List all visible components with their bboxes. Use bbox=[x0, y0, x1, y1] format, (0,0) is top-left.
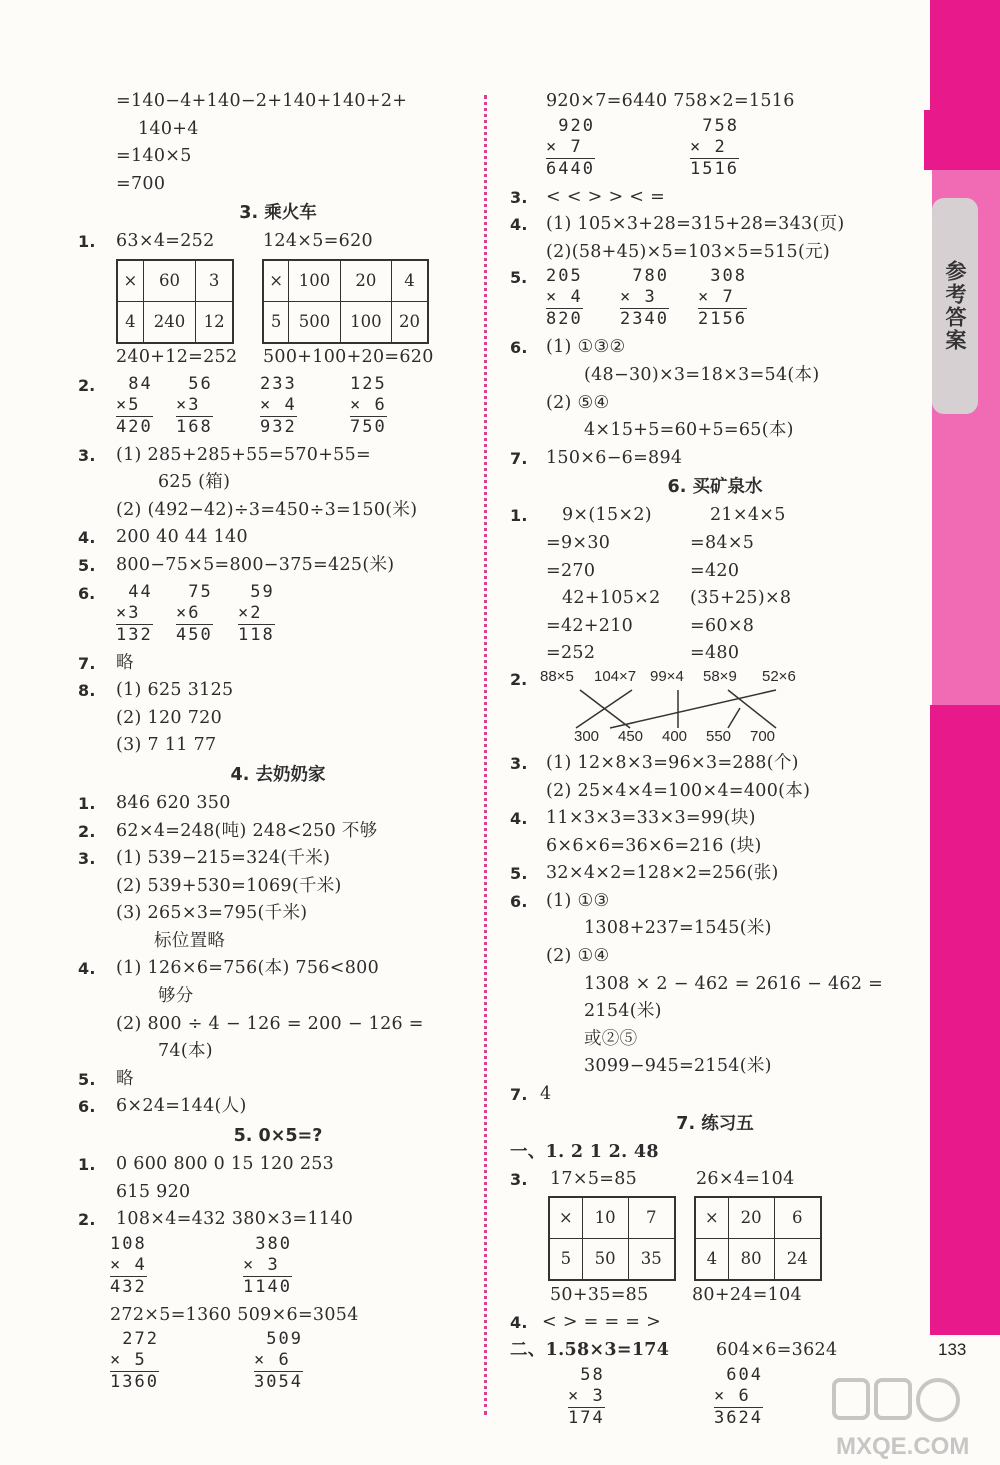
question-number: 1. bbox=[78, 232, 96, 252]
question-number: 2. bbox=[510, 669, 528, 689]
match-top-item: 58×9 bbox=[703, 667, 737, 685]
left-column bbox=[78, 88, 478, 1397]
section-heading: 4. 去奶奶家 bbox=[230, 764, 326, 785]
vertical-multiplication: 604 × 6 3624 bbox=[714, 1364, 763, 1428]
text-line: 240+12=252 bbox=[116, 346, 238, 367]
match-bottom-item: 400 bbox=[662, 727, 688, 745]
text-line: 800−75×5=800−375=425(米) bbox=[116, 554, 395, 575]
question-number: 4. bbox=[78, 528, 96, 548]
text-line: (2) ①④ bbox=[546, 946, 610, 967]
vertical-calcs bbox=[510, 266, 920, 334]
text-line: 或②⑤ bbox=[584, 1028, 638, 1049]
question-number: 4. bbox=[78, 959, 96, 979]
column-divider bbox=[484, 95, 487, 1415]
watermark-logo bbox=[830, 1370, 1000, 1465]
text-line: =42+210 bbox=[546, 615, 634, 636]
grid-tables bbox=[78, 256, 478, 344]
text-line: 2154(米) bbox=[584, 1001, 662, 1022]
vertical-multiplication: 125 × 6 750 bbox=[350, 373, 387, 437]
text-line: =420 bbox=[690, 560, 740, 581]
text-line: =700 bbox=[116, 173, 166, 194]
question-number: 1. bbox=[510, 506, 528, 526]
vertical-multiplication: 272 × 5 1360 bbox=[110, 1329, 159, 1393]
text-line: 272×5=1360 509×6=3054 bbox=[110, 1304, 359, 1325]
vertical-calcs bbox=[510, 116, 920, 184]
text-line: =60×8 bbox=[690, 615, 755, 636]
text-line: 50+35=85 bbox=[550, 1284, 649, 1305]
text-line: (48−30)×3=18×3=54(本) bbox=[584, 364, 820, 385]
text-line: 4×15+5=60+5=65(本) bbox=[584, 420, 794, 441]
text-line: =252 bbox=[546, 643, 596, 664]
text-line: 11×3×3=33×3=99(块) bbox=[546, 808, 756, 829]
match-bottom-item: 300 bbox=[574, 727, 600, 745]
text-line: 3099−945=2154(米) bbox=[584, 1056, 772, 1077]
sidebar-tab-label: 参考答案 bbox=[943, 260, 967, 352]
text-line: =9×30 bbox=[546, 532, 611, 553]
vertical-multiplication: 56 ×3 168 bbox=[176, 373, 213, 437]
text-line: =84×5 bbox=[690, 532, 755, 553]
text-line: 108×4=432 380×3=1140 bbox=[116, 1209, 354, 1230]
vertical-multiplication: 380 × 3 1140 bbox=[243, 1233, 292, 1297]
grid-table: × 60 3 4 240 12 bbox=[116, 259, 234, 344]
text-line: 920×7=6440 758×2=1516 bbox=[546, 91, 795, 111]
text-line: =140−4+140−2+140+140+2+ bbox=[116, 91, 408, 111]
question-number: 7. bbox=[510, 1085, 528, 1105]
text-line: 150×6−6=894 bbox=[546, 447, 683, 468]
vertical-multiplication: 59 ×2 118 bbox=[238, 581, 275, 645]
text-line: (35+25)×8 bbox=[690, 588, 792, 609]
text-line: (1) ①③ bbox=[546, 890, 610, 911]
text-line: 32×4×2=128×2=256(张) bbox=[546, 863, 779, 884]
text-line: (1) 12×8×3=96×3=288(个) bbox=[546, 752, 799, 773]
text-line: (1) 625 3125 bbox=[116, 680, 234, 701]
text-line: 62×4=248(吨) 248<250 不够 bbox=[116, 820, 378, 841]
text-line: < > = = = > bbox=[542, 1312, 662, 1333]
question-number: 2. bbox=[78, 375, 96, 395]
question-number: 2. bbox=[78, 821, 96, 841]
question-number: 4. bbox=[510, 215, 528, 235]
text-line: 74(本) bbox=[158, 1041, 213, 1062]
vertical-multiplication: 84 ×5 420 bbox=[116, 373, 153, 437]
text-line: (2) ⑤④ bbox=[546, 392, 610, 413]
text-line: 615 920 bbox=[116, 1181, 191, 1202]
pink-band-bottom bbox=[930, 705, 1000, 1335]
text-line: (2) 539+530=1069(千米) bbox=[116, 875, 342, 896]
section-heading: 3. 乘火车 bbox=[239, 203, 317, 224]
text-line: (3) 265×3=795(千米) bbox=[116, 903, 308, 924]
match-top-item: 104×7 bbox=[594, 667, 637, 685]
text-line: 9×(15×2) bbox=[562, 505, 652, 526]
pink-band-notch bbox=[924, 110, 1000, 170]
text-line: (1) 285+285+55=570+55= bbox=[116, 444, 372, 465]
text-line: 6×6×6=36×6=216 (块) bbox=[546, 835, 762, 856]
question-number: 5. bbox=[510, 864, 528, 884]
text-line: =480 bbox=[690, 643, 740, 664]
text-line: 63×4=252 bbox=[116, 231, 215, 252]
question-number: 6. bbox=[78, 583, 96, 603]
match-bottom-item: 550 bbox=[706, 727, 732, 745]
vertical-multiplication: 205 × 4 820 bbox=[546, 266, 583, 330]
vertical-multiplication: 509 × 6 3054 bbox=[254, 1329, 303, 1393]
text-line: (1) ①③② bbox=[546, 337, 626, 358]
text-line: 二、1.58×3=174 bbox=[510, 1340, 670, 1360]
match-top-item: 88×5 bbox=[540, 667, 574, 685]
question-number: 3. bbox=[78, 445, 96, 465]
text-line: (2)(58+45)×5=103×5=515(元) bbox=[546, 241, 831, 262]
question-number: 4. bbox=[510, 809, 528, 829]
grid-tables bbox=[510, 1194, 920, 1282]
text-line: 够分 bbox=[158, 986, 194, 1007]
text-line: 略 bbox=[116, 1068, 134, 1089]
right-column bbox=[510, 88, 920, 1433]
vertical-calcs bbox=[78, 1234, 478, 1302]
text-line: 17×5=85 bbox=[550, 1169, 638, 1190]
text-line: 625 (箱) bbox=[158, 472, 231, 493]
text-line: 846 620 350 bbox=[116, 792, 231, 813]
question-number: 3. bbox=[510, 753, 528, 773]
question-number: 7. bbox=[78, 653, 96, 673]
question-number: 5. bbox=[78, 1069, 96, 1089]
question-number: 5. bbox=[78, 555, 96, 575]
text-line: 26×4=104 bbox=[696, 1169, 795, 1190]
vertical-calcs bbox=[78, 1329, 478, 1397]
vertical-multiplication: 58 × 3 174 bbox=[568, 1364, 605, 1428]
vertical-calcs bbox=[78, 372, 478, 442]
text-line: 标位置略 bbox=[154, 930, 226, 951]
question-number: 8. bbox=[78, 681, 96, 701]
grid-table: × 100 20 4 5 500 100 20 bbox=[262, 259, 429, 344]
vertical-multiplication: 108 × 4 432 bbox=[110, 1233, 147, 1297]
text-line: 0 600 800 0 15 120 253 bbox=[116, 1154, 335, 1175]
matching-diagram bbox=[510, 668, 920, 750]
text-line: =140×5 bbox=[116, 146, 192, 167]
sidebar-tab bbox=[932, 198, 978, 414]
question-number: 6. bbox=[78, 1097, 96, 1117]
text-line: (1) 105×3+28=315+28=343(页) bbox=[546, 214, 845, 235]
text-line: 1308+237=1545(米) bbox=[584, 918, 772, 939]
question-number: 1. bbox=[78, 793, 96, 813]
text-line: 604×6=3624 bbox=[716, 1340, 838, 1360]
text-line: 略 bbox=[116, 652, 134, 673]
text-line: (2) 120 720 bbox=[116, 707, 223, 728]
text-line: (1) 539−215=324(千米) bbox=[116, 848, 331, 869]
text-line: =270 bbox=[546, 560, 596, 581]
vertical-multiplication: 780 × 3 2340 bbox=[620, 266, 669, 330]
match-bottom-item: 700 bbox=[750, 727, 776, 745]
question-number: 2. bbox=[78, 1210, 96, 1230]
page-number: 133 bbox=[938, 1340, 967, 1359]
grid-table: × 20 6 4 80 24 bbox=[694, 1196, 822, 1281]
question-number: 6. bbox=[510, 338, 528, 358]
question-number: 3. bbox=[510, 187, 528, 207]
vertical-multiplication: 44 ×3 132 bbox=[116, 581, 153, 645]
text-line: 42+105×2 bbox=[562, 588, 661, 609]
text-line: 140+4 bbox=[138, 118, 199, 139]
text-line: 80+24=104 bbox=[692, 1284, 802, 1305]
vertical-multiplication: 920 × 7 6440 bbox=[546, 115, 595, 179]
section-heading: 6. 买矿泉水 bbox=[667, 477, 763, 498]
section-heading: 7. 练习五 bbox=[676, 1113, 754, 1134]
match-top-item: 52×6 bbox=[762, 667, 796, 685]
text-line: (1) 126×6=756(本) 756<800 bbox=[116, 958, 380, 979]
text-line: (2) (492−42)÷3=450÷3=150(米) bbox=[116, 499, 418, 520]
vertical-multiplication: 758 × 2 1516 bbox=[690, 115, 739, 179]
text-line: 200 40 44 140 bbox=[116, 527, 248, 548]
match-top-item: 99×4 bbox=[650, 667, 684, 685]
vertical-calcs bbox=[78, 580, 478, 650]
grid-table: × 10 7 5 50 35 bbox=[548, 1196, 676, 1281]
match-lines bbox=[540, 688, 800, 730]
text-line: < < > > < = bbox=[546, 186, 666, 207]
text-line: 一、1. 2 1 2. 48 bbox=[510, 1141, 659, 1162]
text-line: 6×24=144(人) bbox=[116, 1096, 247, 1117]
text-line: (2) 25×4×4=100×4=400(本) bbox=[546, 780, 811, 801]
text-line: (2) 800 ÷ 4 − 126 = 200 − 126 = bbox=[116, 1013, 424, 1034]
vertical-multiplication: 75 ×6 450 bbox=[176, 581, 213, 645]
text-line: 1308 × 2 − 462 = 2616 − 462 = bbox=[584, 973, 884, 994]
question-number: 1. bbox=[78, 1155, 96, 1175]
question-number: 3. bbox=[78, 849, 96, 869]
text-line: 500+100+20=620 bbox=[263, 346, 434, 367]
question-number: 3. bbox=[510, 1170, 528, 1190]
svg-text:MXQE.COM: MXQE.COM bbox=[836, 1433, 970, 1460]
text-line: (3) 7 11 77 bbox=[116, 735, 217, 756]
match-bottom-item: 450 bbox=[618, 727, 644, 745]
vertical-multiplication: 308 × 7 2156 bbox=[698, 266, 747, 330]
text-line: 21×4×5 bbox=[710, 505, 786, 526]
question-number: 6. bbox=[510, 891, 528, 911]
vertical-multiplication: 233 × 4 932 bbox=[260, 373, 297, 437]
question-number: 4. bbox=[510, 1313, 528, 1333]
text-line: 4 bbox=[540, 1084, 552, 1105]
question-number: 7. bbox=[510, 448, 528, 468]
text-line: 124×5=620 bbox=[263, 231, 373, 252]
section-heading: 5. 0×5=? bbox=[233, 1126, 323, 1147]
question-number: 5. bbox=[510, 268, 528, 288]
